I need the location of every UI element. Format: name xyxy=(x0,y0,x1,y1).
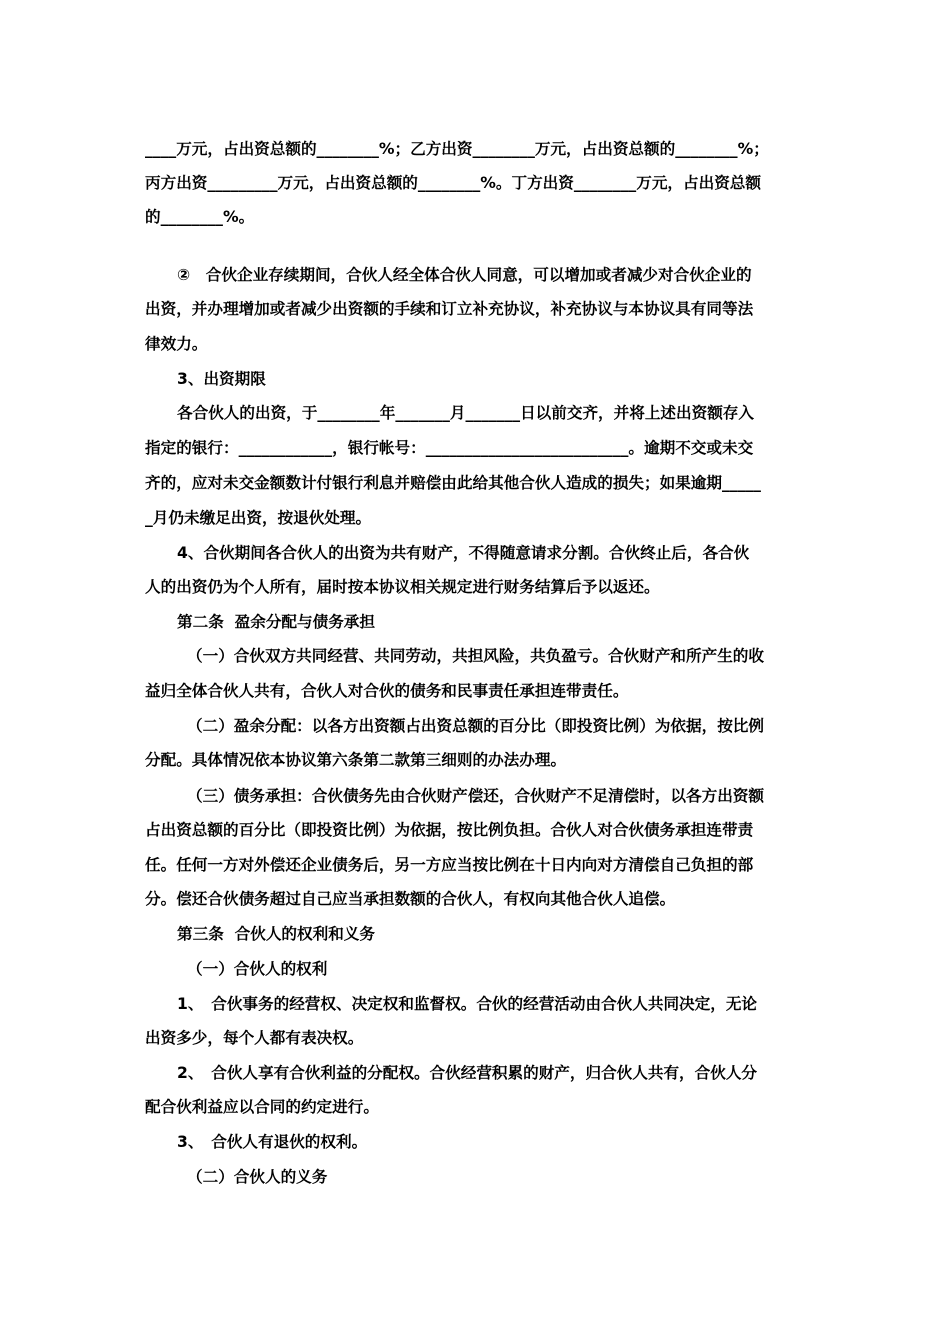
text-line: 配合伙利益应以合同的约定进行。 xyxy=(145,1098,379,1116)
text-line: 任。任何一方对外偿还企业债务后，另一方应当按比例在十日内向对方清偿自己负担的部 xyxy=(145,856,754,874)
text-line: 齐的，应对未交金额数计付银行利息并赔偿由此给其他合伙人造成的损失；如果逾期_____ xyxy=(145,474,761,492)
text-line: （二）盈余分配：以各方出资额占出资总额的百分比（即投资比例）为依据，按比例 xyxy=(187,717,764,735)
text-line: 指定的银行：____________，银行帐号：__________________________。逾期不交或未交 xyxy=(145,439,754,457)
text-line: _月仍未缴足出资，按退伙处理。 xyxy=(145,509,372,527)
text-line: 丙方出资_________万元，占出资总额的________%。丁方出资________万元，占出资总额 xyxy=(145,174,761,192)
text-line: 1、 合伙事务的经营权、决定权和监督权。合伙的经营活动由合伙人共同决定，无论 xyxy=(177,995,758,1013)
article-heading: 第三条 合伙人的权利和义务 xyxy=(177,925,375,943)
text-line: （一）合伙双方共同经营、共同劳动，共担风险，共负盈亏。合伙财产和所产生的收 xyxy=(187,647,764,665)
text-line: （三）债务承担：合伙债务先由合伙财产偿还，合伙财产不足清偿时，以各方出资额 xyxy=(187,787,764,805)
section-heading: 3、出资期限 xyxy=(177,370,266,388)
text-line: 的________%。 xyxy=(145,208,255,226)
text-line: 出资多少，每个人都有表决权。 xyxy=(145,1029,364,1047)
text-line: 占出资总额的百分比（即投资比例）为依据，按比例负担。合伙人对合伙债务承担连带责 xyxy=(145,821,754,839)
subsection-heading: （一）合伙人的权利 xyxy=(187,960,328,978)
text-line: 分配。具体情况依本协议第六条第二款第三细则的办法办理。 xyxy=(145,751,567,769)
subsection-heading: （二）合伙人的义务 xyxy=(187,1168,328,1186)
text-line: 分。偿还合伙债务超过自己应当承担数额的合伙人，有权向其他合伙人追偿。 xyxy=(145,890,676,908)
text-line: 3、 合伙人有退伙的权利。 xyxy=(177,1133,368,1151)
text-line: 人的出资仍为个人所有，届时按本协议相关规定进行财务结算后予以返还。 xyxy=(145,578,660,596)
text-line: 出资，并办理增加或者减少出资额的手续和订立补充协议，补充协议与本协议具有同等法 xyxy=(145,300,754,318)
article-heading: 第二条 盈余分配与债务承担 xyxy=(177,613,375,631)
text-line: 律效力。 xyxy=(145,335,208,353)
text-line: ② 合伙企业存续期间，合伙人经全体合伙人同意，可以增加或者减少对合伙企业的 xyxy=(177,266,752,284)
text-line: 2、 合伙人享有合伙利益的分配权。合伙经营积累的财产，归合伙人共有，合伙人分 xyxy=(177,1064,758,1082)
text-line: 4、合伙期间各合伙人的出资为共有财产，不得随意请求分割。合伙终止后，各合伙 xyxy=(177,544,750,562)
text-line: 各合伙人的出资，于________年_______月_______日以前交齐，并将上述出资额存入 xyxy=(177,404,754,422)
text-line: 益归全体合伙人共有，合伙人对合伙的债务和民事责任承担连带责任。 xyxy=(145,682,629,700)
text-line: ____万元，占出资总额的________%；乙方出资________万元，占出资总额的________%； xyxy=(145,140,769,158)
